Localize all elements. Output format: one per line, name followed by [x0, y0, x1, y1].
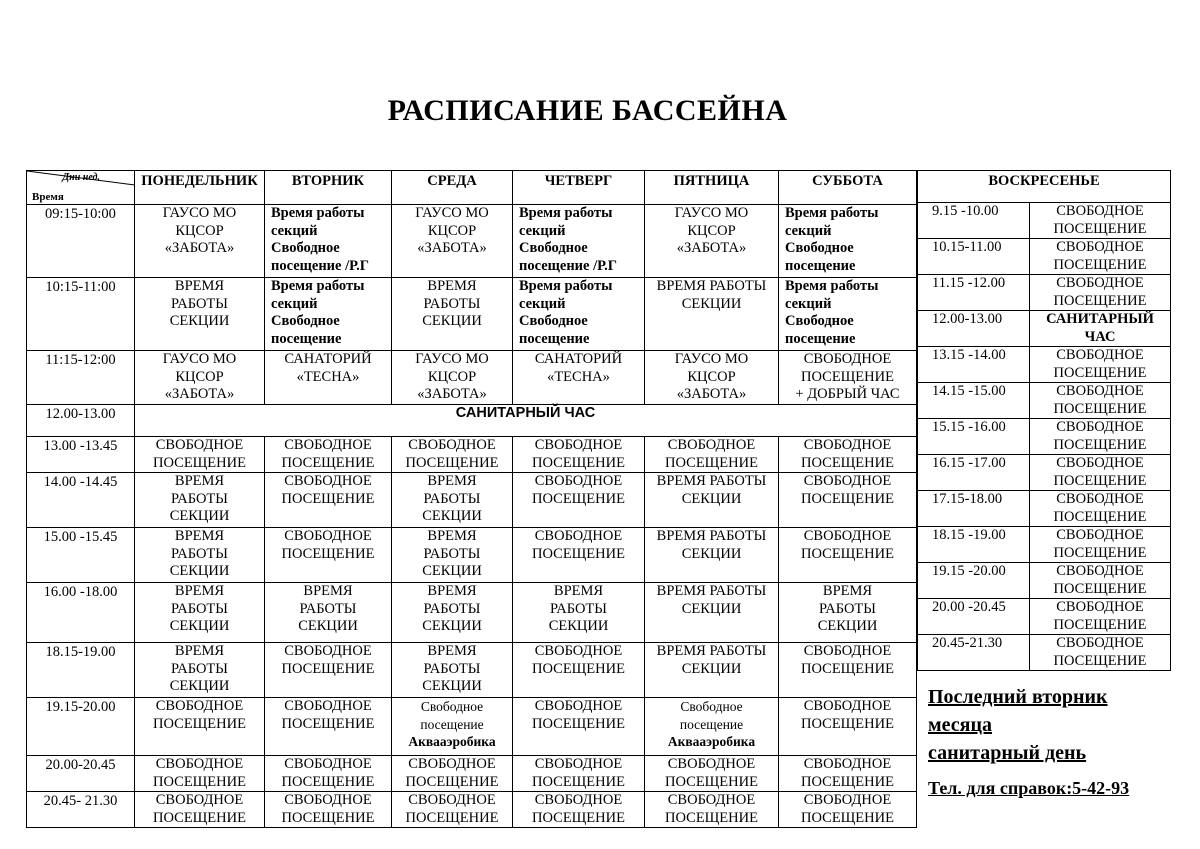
- note-line: Последний вторник: [928, 686, 1108, 708]
- time-slot: 20.00 -20.45: [918, 599, 1030, 635]
- aqua-aerobics-label: Аквааэробика: [408, 734, 496, 749]
- schedule-cell: ВРЕМЯ РАБОТЫ СЕКЦИИ: [135, 278, 265, 351]
- schedule-cell: ВРЕМЯ РАБОТЫ СЕКЦИИ: [392, 583, 513, 643]
- corner-cell: [27, 171, 135, 205]
- schedule-cell: СВОБОДНОЕ ПОСЕЩЕНИЕ: [513, 756, 645, 792]
- time-slot: 13.15 -14.00: [918, 347, 1030, 383]
- time-slot: 9.15 -10.00: [918, 203, 1030, 239]
- schedule-cell: СВОБОДНОЕ ПОСЕЩЕНИЕ: [513, 643, 645, 698]
- aqua-aerobics-label: Аквааэробика: [667, 734, 756, 749]
- schedule-row: [27, 351, 917, 405]
- schedule-cell: СВОБОДНОЕ ПОСЕЩЕНИЕ: [1030, 239, 1171, 275]
- sunday-row: [918, 239, 1171, 275]
- sanitary-hour-cell: САНИТАРНЫЙ ЧАС: [135, 405, 917, 437]
- day-header-saturday: СУББОТА: [779, 171, 917, 205]
- time-slot: 16.15 -17.00: [918, 455, 1030, 491]
- schedule-cell: СВОБОДНОЕ ПОСЕЩЕНИЕ + ДОБРЫЙ ЧАС: [779, 351, 917, 405]
- schedule-row: [27, 528, 917, 583]
- schedule-cell: Время работы секций Свободное посещение: [513, 278, 645, 351]
- time-slot: 10:15-11:00: [27, 278, 135, 351]
- schedule-cell: ВРЕМЯ РАБОТЫ СЕКЦИИ: [779, 583, 917, 643]
- time-slot: 09:15-10:00: [27, 205, 135, 278]
- schedule-cell: СВОБОДНОЕ ПОСЕЩЕНИЕ: [1030, 599, 1171, 635]
- day-header-sunday: ВОСКРЕСЕНЬЕ: [918, 171, 1171, 203]
- schedule-cell: СВОБОДНОЕ ПОСЕЩЕНИЕ: [1030, 455, 1171, 491]
- time-slot: 18.15 -19.00: [918, 527, 1030, 563]
- schedule-cell: ВРЕМЯ РАБОТЫ СЕКЦИИ: [392, 643, 513, 698]
- schedule-cell: СВОБОДНОЕ ПОСЕЩЕНИЕ: [779, 473, 917, 528]
- schedule-cell: ВРЕМЯ РАБОТЫ СЕКЦИИ: [645, 583, 779, 643]
- schedule-cell: СВОБОДНОЕ ПОСЕЩЕНИЕ: [779, 437, 917, 473]
- sunday-row: [918, 311, 1171, 347]
- schedule-cell: Время работы секций Свободное посещение: [779, 205, 917, 278]
- schedule-cell: СВОБОДНОЕ ПОСЕЩЕНИЕ: [645, 792, 779, 828]
- schedule-cell: СВОБОДНОЕ ПОСЕЩЕНИЕ: [265, 643, 392, 698]
- schedule-cell: СВОБОДНОЕ ПОСЕЩЕНИЕ: [392, 437, 513, 473]
- corner-days-label: Дни нед.: [62, 172, 100, 183]
- time-slot: 15.15 -16.00: [918, 419, 1030, 455]
- schedule-row: [27, 405, 917, 437]
- corner-time-label: Время: [32, 191, 64, 203]
- sunday-row: [918, 635, 1171, 671]
- schedule-cell: Время работы секций Свободное посещение /Р.Г: [265, 205, 392, 278]
- schedule-cell: САНАТОРИЙ «ТЕСНА»: [265, 351, 392, 405]
- schedule-cell: СВОБОДНОЕ ПОСЕЩЕНИЕ: [1030, 491, 1171, 527]
- schedule-row: [27, 583, 917, 643]
- schedule-cell: ВРЕМЯ РАБОТЫ СЕКЦИИ: [135, 643, 265, 698]
- schedule-cell: СВОБОДНОЕ ПОСЕЩЕНИЕ: [265, 756, 392, 792]
- time-slot: 16.00 -18.00: [27, 583, 135, 643]
- schedule-cell: СВОБОДНОЕ ПОСЕЩЕНИЕ: [513, 698, 645, 756]
- schedule-cell: СВОБОДНОЕ ПОСЕЩЕНИЕ: [645, 756, 779, 792]
- schedule-cell: СВОБОДНОЕ ПОСЕЩЕНИЕ: [779, 756, 917, 792]
- schedule-cell: ВРЕМЯ РАБОТЫ СЕКЦИИ: [135, 583, 265, 643]
- time-slot: 19.15 -20.00: [918, 563, 1030, 599]
- sunday-row: [918, 383, 1171, 419]
- time-slot: 10.15-11.00: [918, 239, 1030, 275]
- schedule-cell: ГАУСО МО КЦСОР «ЗАБОТА»: [392, 351, 513, 405]
- schedule-cell: СВОБОДНОЕ ПОСЕЩЕНИЕ: [392, 756, 513, 792]
- schedule-cell: СВОБОДНОЕ ПОСЕЩЕНИЕ: [1030, 563, 1171, 599]
- activity-text: Свободное посещение: [679, 699, 744, 732]
- weekday-schedule-table: [26, 170, 917, 828]
- schedule-cell: Время работы секций Свободное посещение /Р.Г: [513, 205, 645, 278]
- sunday-row: [918, 455, 1171, 491]
- schedule-cell: СВОБОДНОЕ ПОСЕЩЕНИЕ: [1030, 203, 1171, 239]
- schedule-cell: СВОБОДНОЕ ПОСЕЩЕНИЕ: [1030, 275, 1171, 311]
- schedule-cell: СВОБОДНОЕ ПОСЕЩЕНИЕ: [265, 473, 392, 528]
- schedule-cell: ГАУСО МО КЦСОР «ЗАБОТА»: [645, 351, 779, 405]
- schedule-cell: ГАУСО МО КЦСОР «ЗАБОТА»: [392, 205, 513, 278]
- day-header-monday: ПОНЕДЕЛЬНИК: [135, 171, 265, 205]
- sunday-row: [918, 491, 1171, 527]
- schedule-cell: ВРЕМЯ РАБОТЫ СЕКЦИИ: [135, 528, 265, 583]
- time-slot: 20.45-21.30: [918, 635, 1030, 671]
- time-slot: 12.00-13.00: [27, 405, 135, 437]
- day-header-tuesday: ВТОРНИК: [265, 171, 392, 205]
- time-slot: 14.00 -14.45: [27, 473, 135, 528]
- schedule-cell: СВОБОДНОЕ ПОСЕЩЕНИЕ: [265, 698, 392, 756]
- schedule-cell: СВОБОДНОЕ ПОСЕЩЕНИЕ: [135, 437, 265, 473]
- schedule-cell: САНАТОРИЙ «ТЕСНА»: [513, 351, 645, 405]
- sunday-row: [918, 275, 1171, 311]
- schedule-cell: ВРЕМЯ РАБОТЫ СЕКЦИИ: [513, 583, 645, 643]
- schedule-cell: СВОБОДНОЕ ПОСЕЩЕНИЕ: [1030, 527, 1171, 563]
- sunday-row: [918, 347, 1171, 383]
- schedule-row: [27, 756, 917, 792]
- sunday-row: [918, 599, 1171, 635]
- time-slot: 19.15-20.00: [27, 698, 135, 756]
- day-header-wednesday: СРЕДА: [392, 171, 513, 205]
- schedule-cell: ВРЕМЯ РАБОТЫ СЕКЦИИ: [392, 473, 513, 528]
- sunday-row: [918, 563, 1171, 599]
- schedule-cell: СВОБОДНОЕ ПОСЕЩЕНИЕ: [1030, 347, 1171, 383]
- time-slot: 20.45- 21.30: [27, 792, 135, 828]
- schedule-cell: ВРЕМЯ РАБОТЫ СЕКЦИИ: [265, 583, 392, 643]
- schedule-cell: ВРЕМЯ РАБОТЫ СЕКЦИИ: [392, 278, 513, 351]
- schedule-cell: СВОБОДНОЕ ПОСЕЩЕНИЕ: [779, 528, 917, 583]
- schedule-row: [27, 205, 917, 278]
- sunday-row: [918, 203, 1171, 239]
- schedule-cell: ГАУСО МО КЦСОР «ЗАБОТА»: [135, 205, 265, 278]
- schedule-cell: СВОБОДНОЕ ПОСЕЩЕНИЕ: [135, 792, 265, 828]
- schedule-cell: СВОБОДНОЕ ПОСЕЩЕНИЕ: [779, 792, 917, 828]
- schedule-cell: ГАУСО МО КЦСОР «ЗАБОТА»: [135, 351, 265, 405]
- schedule-row: [27, 278, 917, 351]
- time-slot: 13.00 -13.45: [27, 437, 135, 473]
- schedule-row: [27, 643, 917, 698]
- day-header-friday: ПЯТНИЦА: [645, 171, 779, 205]
- sunday-schedule-table: [917, 170, 1171, 671]
- schedule-cell: СВОБОДНОЕ ПОСЕЩЕНИЕ: [135, 756, 265, 792]
- schedule-cell: ВРЕМЯ РАБОТЫ СЕКЦИИ: [392, 528, 513, 583]
- phone-info: Тел. для справок:5-42-93: [928, 778, 1130, 798]
- note-line: санитарный день: [928, 742, 1087, 764]
- time-slot: 18.15-19.00: [27, 643, 135, 698]
- time-slot: 12.00-13.00: [918, 311, 1030, 347]
- schedule-row: [27, 473, 917, 528]
- schedule-cell: СВОБОДНОЕ ПОСЕЩЕНИЕ: [513, 437, 645, 473]
- schedule-cell: СВОБОДНОЕ ПОСЕЩЕНИЕ: [265, 437, 392, 473]
- schedule-cell: СВОБОДНОЕ ПОСЕЩЕНИЕ: [513, 473, 645, 528]
- activity-text: Свободное посещение: [420, 699, 484, 732]
- schedule-cell: ВРЕМЯ РАБОТЫ СЕКЦИИ: [645, 643, 779, 698]
- time-slot: 14.15 -15.00: [918, 383, 1030, 419]
- schedule-cell: СВОБОДНОЕ ПОСЕЩЕНИЕ: [265, 528, 392, 583]
- schedule-cell: СВОБОДНОЕ ПОСЕЩЕНИЕ: [513, 528, 645, 583]
- page-title: РАСПИСАНИЕ БАССЕЙНА: [387, 94, 788, 127]
- sunday-header-row: [918, 171, 1171, 203]
- schedule-cell: СВОБОДНОЕ ПОСЕЩЕНИЕ: [392, 792, 513, 828]
- schedule-cell: СВОБОДНОЕ ПОСЕЩЕНИЕ: [645, 437, 779, 473]
- time-slot: 20.00-20.45: [27, 756, 135, 792]
- schedule-cell: Время работы секций Свободное посещение: [265, 278, 392, 351]
- schedule-cell: СВОБОДНОЕ ПОСЕЩЕНИЕ: [1030, 635, 1171, 671]
- schedule-cell: СВОБОДНОЕ ПОСЕЩЕНИЕ: [1030, 419, 1171, 455]
- schedule-cell: [645, 698, 779, 756]
- header-row: [27, 171, 917, 205]
- schedule-cell: [392, 698, 513, 756]
- schedule-cell: ГАУСО МО КЦСОР «ЗАБОТА»: [645, 205, 779, 278]
- schedule-cell: СВОБОДНОЕ ПОСЕЩЕНИЕ: [265, 792, 392, 828]
- schedule-cell: СВОБОДНОЕ ПОСЕЩЕНИЕ: [1030, 383, 1171, 419]
- schedule-cell: Время работы секций Свободное посещение: [779, 278, 917, 351]
- schedule-cell: СВОБОДНОЕ ПОСЕЩЕНИЕ: [513, 792, 645, 828]
- sunday-row: [918, 419, 1171, 455]
- schedule-cell: СВОБОДНОЕ ПОСЕЩЕНИЕ: [779, 698, 917, 756]
- sunday-row: [918, 527, 1171, 563]
- schedule-row: [27, 698, 917, 756]
- schedule-cell: ВРЕМЯ РАБОТЫ СЕКЦИИ: [645, 278, 779, 351]
- time-slot: 15.00 -15.45: [27, 528, 135, 583]
- time-slot: 17.15-18.00: [918, 491, 1030, 527]
- day-header-thursday: ЧЕТВЕРГ: [513, 171, 645, 205]
- sanitary-hour-cell: САНИТАРНЫЙ ЧАС: [1030, 311, 1171, 347]
- time-slot: 11.15 -12.00: [918, 275, 1030, 311]
- schedule-cell: ВРЕМЯ РАБОТЫ СЕКЦИИ: [645, 473, 779, 528]
- schedule-cell: ВРЕМЯ РАБОТЫ СЕКЦИИ: [645, 528, 779, 583]
- time-slot: 11:15-12:00: [27, 351, 135, 405]
- schedule-cell: СВОБОДНОЕ ПОСЕЩЕНИЕ: [779, 643, 917, 698]
- sanitary-day-note: [928, 683, 1188, 767]
- schedule-cell: ВРЕМЯ РАБОТЫ СЕКЦИИ: [135, 473, 265, 528]
- schedule-row: [27, 792, 917, 828]
- schedule-row: [27, 437, 917, 473]
- note-line: месяца: [928, 714, 992, 736]
- schedule-cell: СВОБОДНОЕ ПОСЕЩЕНИЕ: [135, 698, 265, 756]
